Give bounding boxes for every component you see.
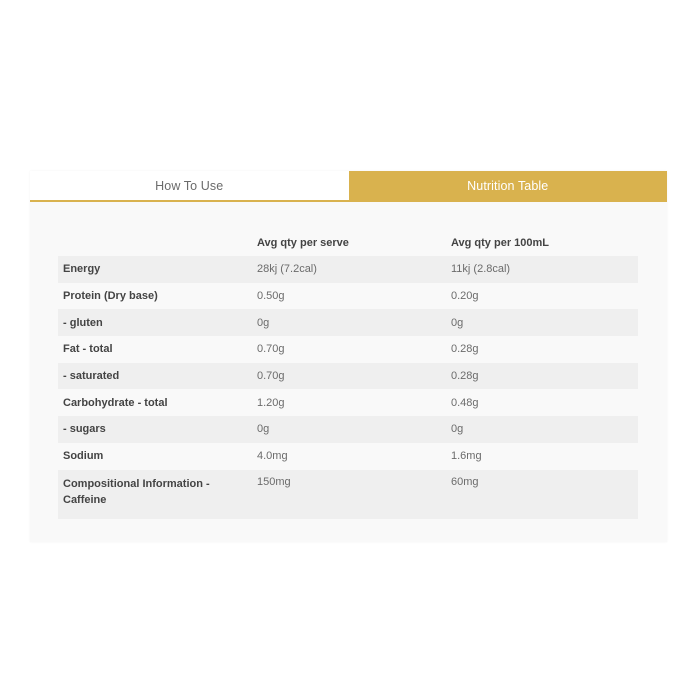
per-serve-value: 150mg <box>252 470 446 519</box>
nutrient-label: - gluten <box>58 309 252 336</box>
per-serve-value: 0g <box>252 416 446 443</box>
tab-bar <box>30 171 667 202</box>
per-serve-value: 28kj (7.2cal) <box>252 256 446 283</box>
table-row <box>58 470 638 519</box>
nutrient-label: Fat - total <box>63 343 113 356</box>
per-serve-value: 0g <box>252 309 446 336</box>
per-serve-value: 0.70g <box>257 343 285 356</box>
per-100ml-value: 1.6mg <box>451 450 482 463</box>
per-100ml-value: 0.28g <box>446 363 638 390</box>
column-header-nutrient <box>58 230 252 256</box>
table-row <box>58 389 638 416</box>
table-row <box>58 363 638 390</box>
nutrient-label: Compositional Information - Caffeine <box>58 470 252 519</box>
table-row <box>58 416 638 443</box>
per-100ml-value: 0.28g <box>451 343 479 356</box>
nutrient-label: Protein (Dry base) <box>63 290 158 303</box>
nutrition-table <box>58 230 638 519</box>
per-100ml-value: 0g <box>446 309 638 336</box>
product-info-panel <box>30 171 667 542</box>
per-serve-value: 0.50g <box>257 290 285 303</box>
nutrient-label: - saturated <box>58 363 252 390</box>
column-header-per-100ml: Avg qty per 100mL <box>451 237 550 249</box>
per-serve-value: 4.0mg <box>257 450 288 463</box>
per-serve-value: 0.70g <box>252 363 446 390</box>
tab-nutrition-table[interactable]: Nutrition Table <box>349 171 668 200</box>
tab-how-to-use[interactable]: How To Use <box>30 171 349 200</box>
per-100ml-value: 0.20g <box>451 290 479 303</box>
table-header-row <box>58 230 638 256</box>
nutrient-label: Energy <box>58 256 252 283</box>
table-row <box>58 443 638 470</box>
nutrient-label: Carbohydrate - total <box>63 396 168 409</box>
table-row <box>58 283 638 310</box>
table-row <box>58 309 638 336</box>
per-100ml-value: 0g <box>446 416 638 443</box>
nutrient-label: - sugars <box>58 416 252 443</box>
column-header-per-serve: Avg qty per serve <box>257 237 349 249</box>
per-100ml-value: 60mg <box>446 470 638 519</box>
per-100ml-value: 11kj (2.8cal) <box>446 256 638 283</box>
table-row <box>58 256 638 283</box>
per-serve-value: 1.20g <box>257 396 285 409</box>
table-row <box>58 336 638 363</box>
per-100ml-value: 0.48g <box>451 396 479 409</box>
nutrient-label: Sodium <box>63 450 104 463</box>
